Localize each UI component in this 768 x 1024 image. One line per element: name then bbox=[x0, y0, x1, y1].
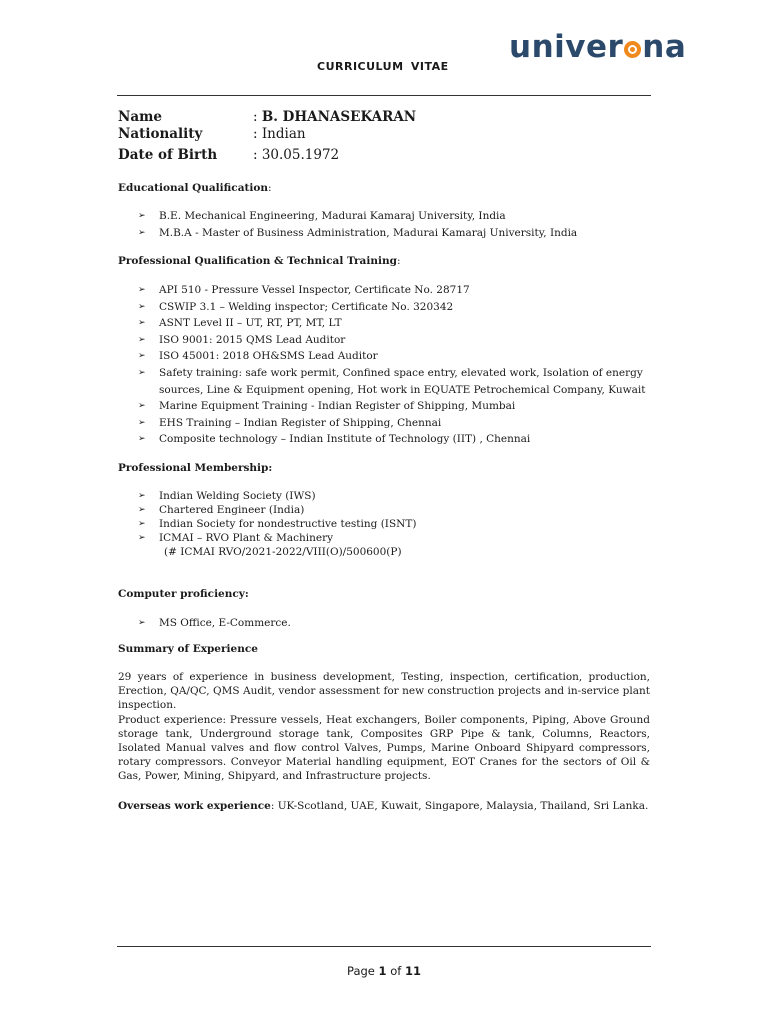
list-item: ➢ B.E. Mechanical Engineering, Madurai Kamaraj University, India bbox=[138, 208, 577, 225]
arrow-bullet-icon: ➢ bbox=[138, 318, 146, 329]
list-item: ➢ MS Office, E-Commerce. bbox=[138, 615, 291, 632]
arrow-bullet-icon: ➢ bbox=[138, 491, 146, 501]
education-list bbox=[138, 208, 577, 241]
list-item: ➢ ICMAI – RVO Plant & Machinery (# ICMAI RVO/2021-2022/VIII(O)/500600(P) bbox=[138, 532, 402, 558]
nationality-label: Nationality bbox=[118, 126, 203, 142]
list-item: ➢ ASNT Level II – UT, RT, PT, MT, LT bbox=[138, 315, 645, 332]
arrow-bullet-icon: ➢ bbox=[138, 211, 146, 221]
education-heading: Educational Qualification: bbox=[118, 182, 272, 194]
summary-heading: Summary of Experience bbox=[118, 643, 258, 655]
arrow-bullet-icon: ➢ bbox=[138, 334, 146, 345]
arrow-bullet-icon: ➢ bbox=[138, 401, 146, 412]
univerona-logo bbox=[509, 30, 686, 64]
page-number: Page 1 of 11 bbox=[347, 964, 421, 978]
computer-heading: Computer proficiency: bbox=[118, 588, 249, 600]
arrow-bullet-icon: ➢ bbox=[138, 367, 146, 378]
list-item: ➢ Marine Equipment Training - Indian Register of Shipping, Mumbai bbox=[138, 398, 645, 415]
dob-label: Date of Birth bbox=[118, 147, 218, 163]
list-item: ➢ API 510 - Pressure Vessel Inspector, Certificate No. 28717 bbox=[138, 282, 645, 299]
membership-list bbox=[138, 489, 416, 559]
list-item: ➢ Composite technology – Indian Institute of Technology (IIT) , Chennai bbox=[138, 431, 645, 448]
list-item: ➢ Indian Society for nondestructive testing (ISNT) bbox=[138, 518, 417, 530]
arrow-bullet-icon: ➢ bbox=[138, 301, 146, 312]
arrow-bullet-icon: ➢ bbox=[138, 351, 146, 362]
list-item: ➢ ISO 9001: 2015 QMS Lead Auditor bbox=[138, 332, 645, 349]
overseas-experience: Overseas work experience: UK-Scotland, UAE, Kuwait, Singapore, Malaysia, Thailand, Sri Lanka. bbox=[118, 800, 649, 812]
nationality-value: : Indian bbox=[253, 126, 306, 142]
list-item: ➢ EHS Training – Indian Register of Shipping, Chennai bbox=[138, 415, 645, 432]
arrow-bullet-icon: ➢ bbox=[138, 417, 146, 428]
list-item: ➢ ISO 45001: 2018 OH&SMS Lead Auditor bbox=[138, 348, 645, 365]
logo-text-start: univer bbox=[509, 29, 624, 65]
arrow-bullet-icon: ➢ bbox=[138, 285, 146, 295]
logo-o-icon bbox=[624, 41, 641, 58]
arrow-bullet-icon: ➢ bbox=[138, 533, 146, 543]
arrow-bullet-icon: ➢ bbox=[138, 505, 146, 515]
name-label: Name bbox=[118, 109, 162, 125]
list-item: ➢ M.B.A - Master of Business Administration, Madurai Kamaraj University, India bbox=[138, 225, 577, 242]
dob-value: : 30.05.1972 bbox=[253, 147, 340, 163]
name-value: : B. DHANASEKARAN bbox=[253, 109, 417, 125]
header-divider bbox=[117, 95, 651, 96]
experience-summary: 29 years of experience in business development, Testing, inspection, certification, production, Erection, QA/QC, QMS Audit, vendor assessment for new construction projects and in-service plant inspection. bbox=[118, 671, 650, 711]
professional-list bbox=[138, 282, 645, 448]
product-experience: Product experience: Pressure vessels, Heat exchangers, Boiler components, Piping, Above Ground storage tank, Underground storage tank, Composites GRP Pipe & tank, Columns, Reactors, Isolated Manual valves and flow control Valves, Pumps, Marine Onboard Shipyard compressors, rotary compressors. Conveyor Material handling equipment, EOT Cranes for the sectors of Oil & Gas, Power, Mining, Shipyard, and Infrastructure projects. bbox=[118, 714, 650, 782]
professional-heading: Professional Qualification & Technical Training: bbox=[118, 255, 401, 267]
arrow-bullet-icon: ➢ bbox=[138, 227, 146, 238]
list-item: ➢ Chartered Engineer (India) bbox=[138, 504, 305, 516]
arrow-bullet-icon: ➢ bbox=[138, 618, 146, 628]
arrow-bullet-icon: ➢ bbox=[138, 519, 146, 529]
logo-text-end: na bbox=[642, 29, 687, 65]
footer-divider bbox=[117, 946, 651, 947]
list-item: ➢ Indian Welding Society (IWS) bbox=[138, 490, 316, 502]
membership-heading: Professional Membership: bbox=[118, 462, 273, 474]
document-title: CURRICULUM VITAE bbox=[317, 60, 449, 73]
computer-list bbox=[138, 615, 291, 632]
arrow-bullet-icon: ➢ bbox=[138, 434, 146, 445]
list-item: ➢ Safety training: safe work permit, Confined space entry, elevated work, Isolation of energy sources, Line & Equipment opening, Hot work in EQUATE Petrochemical Company, Kuwait bbox=[138, 366, 646, 396]
list-item: ➢ CSWIP 3.1 – Welding inspector; Certificate No. 320342 bbox=[138, 299, 645, 316]
